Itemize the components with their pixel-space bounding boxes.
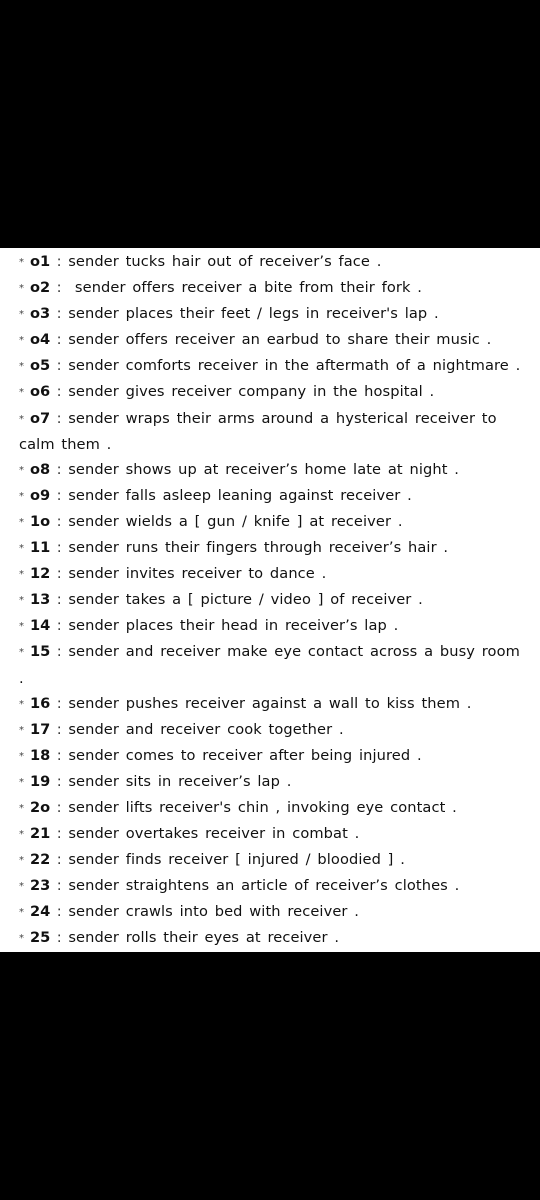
asterisk-icon: * [19, 335, 25, 347]
asterisk-icon: * [19, 724, 25, 736]
separator: : [56, 331, 62, 349]
top-black-bar [0, 0, 540, 248]
item-text: sender crawls into bed with receiver . [68, 903, 359, 921]
asterisk-icon: * [19, 569, 25, 581]
asterisk-icon: * [19, 490, 25, 502]
item-number: 21 [30, 825, 51, 843]
list-item [19, 457, 526, 483]
item-text: sender offers receiver a bite from their fork . [68, 279, 423, 297]
list-item [19, 769, 526, 795]
asterisk-icon: * [19, 516, 25, 528]
list-item [19, 275, 526, 301]
list-item [19, 587, 526, 613]
asterisk-icon: * [19, 387, 25, 399]
list-item [19, 691, 526, 717]
list-item [19, 873, 526, 899]
asterisk-icon: * [19, 855, 25, 867]
item-text: sender finds receiver [ injured / bloodied ] . [68, 851, 405, 869]
item-text: sender falls asleep leaning against receiver . [68, 486, 412, 504]
item-number: 1o [30, 512, 51, 530]
item-text: sender invites receiver to dance . [68, 565, 327, 583]
item-text: sender and receiver make eye contact across a busy room . [19, 643, 520, 687]
item-text: sender takes a [ picture / video ] of receiver . [68, 591, 423, 609]
item-number: o8 [30, 460, 51, 478]
asterisk-icon: * [19, 907, 25, 919]
item-text: sender comes to receiver after being injured . [68, 746, 422, 764]
item-number: 15 [30, 643, 51, 661]
asterisk-icon: * [19, 647, 25, 659]
item-number: 18 [30, 746, 51, 764]
item-text: sender shows up at receiver’s home late at night . [68, 460, 459, 478]
item-number: o1 [30, 253, 51, 270]
list-item [19, 301, 526, 327]
asterisk-icon: * [19, 881, 25, 893]
separator: : [56, 825, 62, 843]
asterisk-icon: * [19, 361, 25, 373]
item-number: 16 [30, 694, 51, 712]
item-number: o5 [30, 357, 51, 375]
list-item [19, 639, 526, 690]
item-number: o7 [30, 409, 51, 427]
separator: : [56, 929, 62, 947]
separator: : [56, 746, 62, 764]
item-text: sender wraps their arms around a hysterical receiver to calm them . [19, 409, 497, 453]
item-text: sender tucks hair out of receiver’s face . [68, 253, 382, 270]
asterisk-icon: * [19, 698, 25, 710]
separator: : [56, 357, 62, 375]
list-item [19, 483, 526, 509]
asterisk-icon: * [19, 413, 25, 425]
list-item [19, 717, 526, 743]
item-text: sender offers receiver an earbud to share their music . [68, 331, 492, 349]
list-item [19, 353, 526, 379]
item-number: 12 [30, 565, 51, 583]
list-item [19, 561, 526, 587]
separator: : [56, 409, 62, 427]
item-number: 23 [30, 877, 51, 895]
item-text: sender rolls their eyes at receiver . [68, 929, 340, 947]
list-item [19, 327, 526, 353]
separator: : [56, 565, 62, 583]
separator: : [56, 305, 62, 323]
asterisk-icon: * [19, 829, 25, 841]
item-text: sender wields a [ gun / knife ] at receiver . [68, 512, 403, 530]
asterisk-icon: * [19, 464, 25, 476]
separator: : [56, 279, 62, 297]
list-item [19, 406, 526, 457]
list-item [19, 925, 526, 951]
list-item [19, 509, 526, 535]
separator: : [56, 383, 62, 401]
list-item [19, 795, 526, 821]
asterisk-icon: * [19, 543, 25, 555]
separator: : [56, 460, 62, 478]
asterisk-icon: * [19, 309, 25, 321]
item-text: sender overtakes receiver in combat . [68, 825, 360, 843]
separator: : [56, 539, 62, 557]
separator: : [56, 903, 62, 921]
separator: : [56, 643, 62, 661]
list-item [19, 743, 526, 769]
separator: : [56, 486, 62, 504]
item-number: o2 [30, 279, 51, 297]
item-number: 24 [30, 903, 51, 921]
list-item [19, 821, 526, 847]
separator: : [56, 798, 62, 816]
asterisk-icon: * [19, 802, 25, 814]
list-item [19, 899, 526, 925]
prompt-list-document [0, 248, 540, 952]
item-text: sender comforts receiver in the aftermath of a nightmare . [68, 357, 521, 375]
asterisk-icon: * [19, 621, 25, 633]
item-number: o6 [30, 383, 51, 401]
item-number: 14 [30, 617, 51, 635]
list-item [19, 613, 526, 639]
list-item [19, 249, 526, 275]
separator: : [56, 772, 62, 790]
item-text: sender places their head in receiver’s lap . [68, 617, 399, 635]
asterisk-icon: * [19, 776, 25, 788]
separator: : [56, 694, 62, 712]
item-number: 2o [30, 798, 51, 816]
item-number: o4 [30, 331, 51, 349]
item-number: 25 [30, 929, 51, 947]
separator: : [56, 877, 62, 895]
bottom-black-bar [0, 952, 540, 1200]
item-number: 22 [30, 851, 51, 869]
item-text: sender pushes receiver against a wall to kiss them . [68, 694, 472, 712]
item-text: sender gives receiver company in the hospital . [68, 383, 435, 401]
item-number: o9 [30, 486, 51, 504]
item-text: sender places their feet / legs in receiver's lap . [68, 305, 439, 323]
item-text: sender sits in receiver’s lap . [68, 772, 292, 790]
list-item [19, 847, 526, 873]
separator: : [56, 253, 62, 270]
separator: : [56, 617, 62, 635]
list-item [19, 379, 526, 405]
separator: : [56, 512, 62, 530]
item-text: sender straightens an article of receiver’s clothes . [68, 877, 460, 895]
separator: : [56, 851, 62, 869]
asterisk-icon: * [19, 283, 25, 295]
asterisk-icon: * [19, 933, 25, 945]
item-text: sender and receiver cook together . [68, 720, 344, 738]
item-text: sender lifts receiver's chin , invoking eye contact . [68, 798, 457, 816]
item-number: 17 [30, 720, 51, 738]
item-number: o3 [30, 305, 51, 323]
asterisk-icon: * [19, 257, 25, 268]
separator: : [56, 720, 62, 738]
separator: : [56, 591, 62, 609]
item-number: 13 [30, 591, 51, 609]
list-item [19, 535, 526, 561]
asterisk-icon: * [19, 595, 25, 607]
asterisk-icon: * [19, 750, 25, 762]
item-number: 19 [30, 772, 51, 790]
item-number: 11 [30, 539, 51, 557]
item-text: sender runs their fingers through receiver’s hair . [68, 539, 449, 557]
